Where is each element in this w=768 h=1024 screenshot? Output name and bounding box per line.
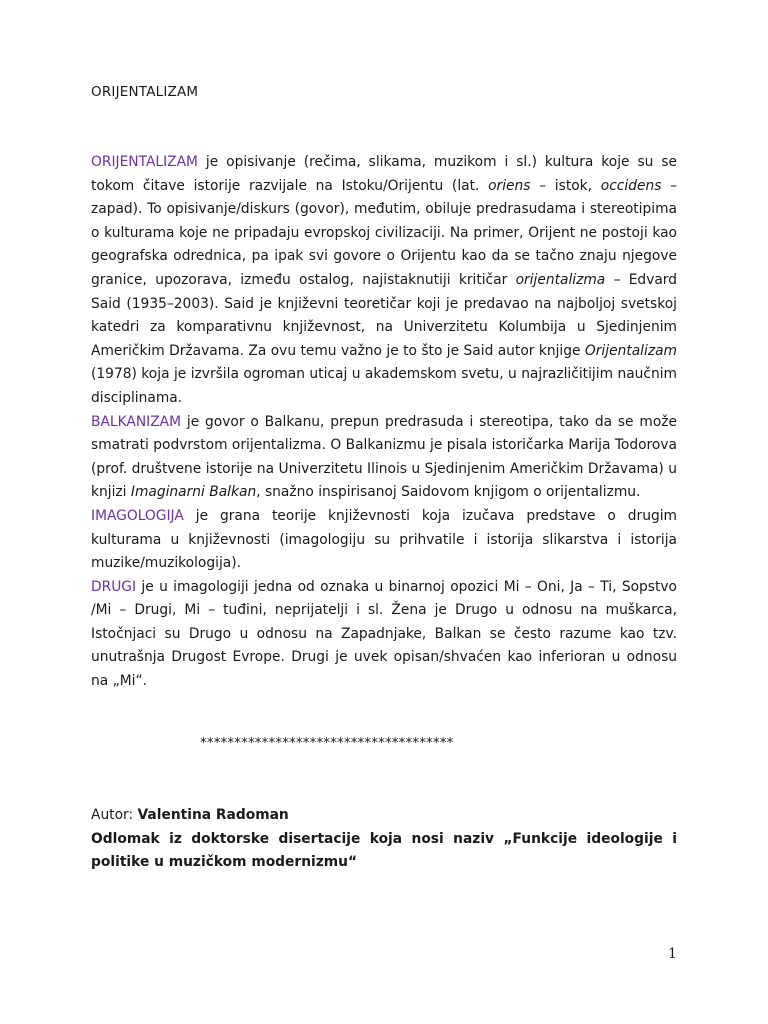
- text-segment: (1978) koja je izvršila ogroman uticaj u akademskom svetu, u najrazličitijim naučnim disciplinama.: [91, 366, 677, 406]
- text-segment: , snažno inspirisanoj Saidovom knjigom o orijentalizmu.: [256, 484, 641, 501]
- author-footer: [91, 804, 677, 875]
- paragraph-drugi: [91, 576, 677, 694]
- separator: *************************************: [200, 735, 454, 751]
- text-segment: je u imagologiji jedna od oznaka u binarnoj opozici Mi – Oni, Ja – Ti, Sopstvo /Mi – Drugi, Mi – tuđini, neprijatelji i sl. Žena je Drugo u odnosu na muškarca, Istočnjaci su Drugo u odnosu na Zapadnjake, Balkan se često razume kao tzv. unutrašnja Drugost Evrope. Drugi je uvek opisan/shvaćen kao inferioran u odnosu na „Mi“.: [91, 578, 677, 690]
- author-name: Valentina Radoman: [137, 807, 289, 823]
- book-title: Imaginarni Balkan: [130, 484, 257, 501]
- text-segment: je opisivanje (rečima, slikama, muzikom i sl.) kultura koje su se tokom čitave istorije razvijale na Istoku/Orijentu (lat.: [91, 154, 677, 194]
- term-balkanizam: BALKANIZAM: [91, 413, 182, 430]
- text-segment: – Edvard Said (1935–2003). Said je književni teoretičar koji je predavao na najboljoj svetskoj katedri za komparativnu književnost, na Univerzitetu Kolumbija u Sjedinjenim Američkim Državama. Za ovu temu važno je to što je Said autor knjige: [91, 271, 677, 359]
- italic-term: orijentalizma: [515, 271, 606, 288]
- text-segment: – zapad). To opisivanje/diskurs (govor), međutim, obiluje predrasudama i stereotipima o kulturama koje ne pripadaju evropskoj civilizaciji. Na primer, Orijent ne postoji kao geografska odrednica, pa ipak svi govore o Orijentu kao da se tačno znaju njegove granice, upozorava, između ostalog, najistaknutiji kritičar: [91, 177, 677, 288]
- italic-term: occidens: [600, 177, 662, 194]
- book-title: Orijentalizam: [584, 342, 677, 359]
- document-title: ORIJENTALIZAM: [91, 84, 199, 100]
- page-number: 1: [668, 946, 677, 962]
- author-line: [91, 804, 677, 828]
- author-label: Autor:: [91, 807, 138, 823]
- document-body: [91, 151, 677, 694]
- paragraph-balkanizam: [91, 411, 677, 505]
- excerpt-note: Odlomak iz doktorske disertacije koja nosi naziv „Funkcije ideologije i politike u muzičkom modernizmu“: [91, 830, 677, 871]
- term-imagologija: IMAGOLOGIJA: [91, 507, 184, 524]
- term-drugi: DRUGI: [91, 578, 137, 595]
- term-orijentalizam: ORIJENTALIZAM: [91, 154, 198, 170]
- text-segment: je govor o Balkanu, prepun predrasuda i stereotipa, tako da se može smatrati podvrstom orijentalizma. O Balkanizmu je pisala istoričarka Marija Todorova (prof. društvene istorije na Univerzitetu Ilinois u Sjedinjenim Američkim Državama) u knjizi: [91, 413, 677, 501]
- text-segment: – istok,: [530, 177, 601, 194]
- paragraph-imagologija: [91, 505, 677, 576]
- paragraph-orijentalizam: [91, 151, 677, 411]
- italic-term: oriens: [488, 177, 531, 194]
- text-segment: je grana teorije književnosti koja izučava predstave o drugim kulturama u književnosti (imagologiju su prihvatile i istorija slikarstva i istorija muzike/muzikologija).: [91, 507, 677, 572]
